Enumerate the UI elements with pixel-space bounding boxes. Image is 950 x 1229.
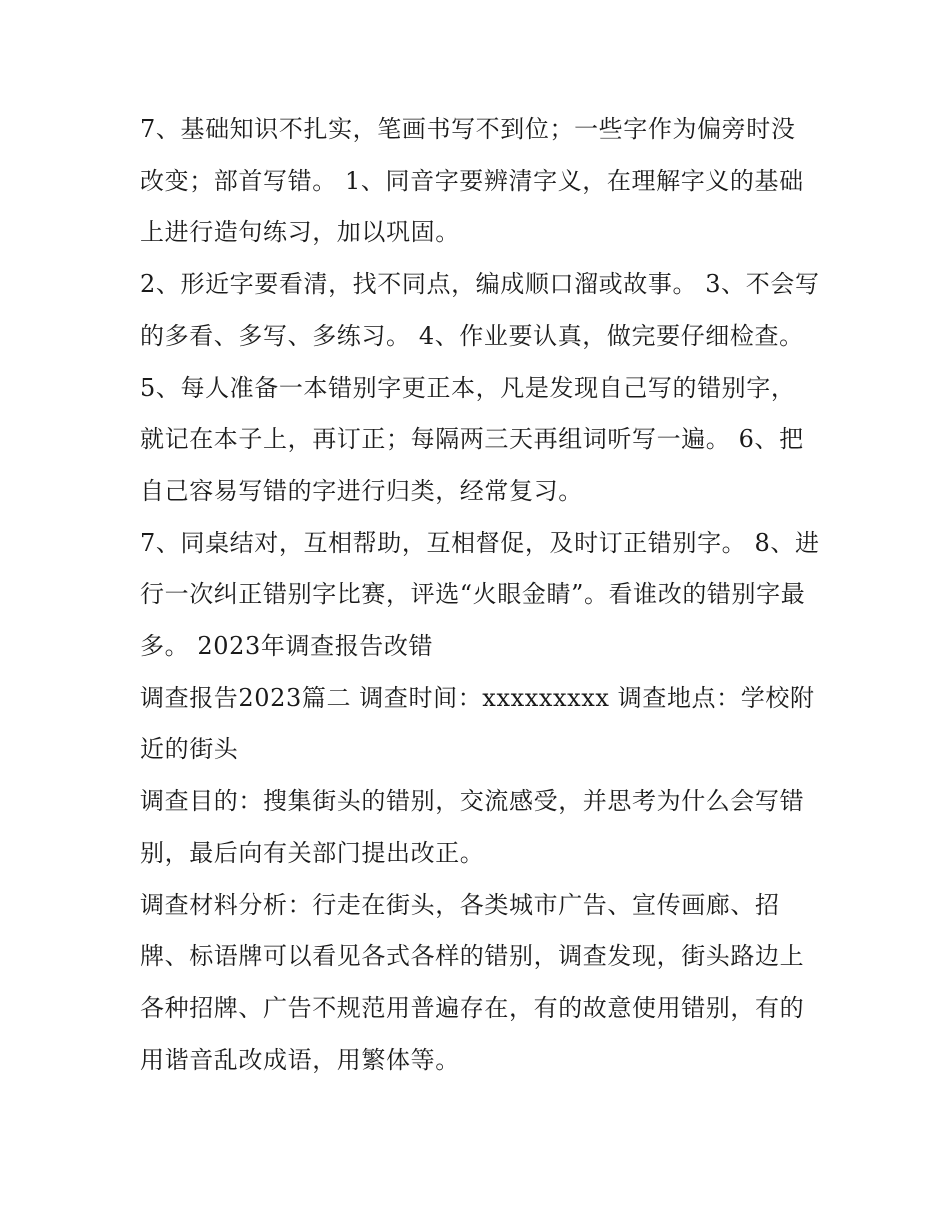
paragraph: 7、基础知识不扎实，笔画书写不到位；一些字作为偏旁时没改变；部首写错。 1、同音字要辨清字义，在理解字义的基础上进行造句练习，加以巩固。 <box>140 115 804 247</box>
paragraph: 2、形近字要看清，找不同点，编成顺口溜或故事。 3、不会写的多看、多写、多练习。 4、作业要认真，做完要仔细检查。 <box>140 270 820 350</box>
paragraph: 5、每人准备一本错别字更正本，凡是发现自己写的错别字，就记在本子上，再订正；每隔两三天再组词听写一遍。 6、把自己容易写错的字进行归类，经常复习。 <box>140 373 804 505</box>
paragraph: 调查目的：搜集街头的错别，交流感受，并思考为什么会写错别，最后向有关部门提出改正。 <box>140 787 805 867</box>
document-body <box>140 104 820 1086</box>
paragraph: 调查报告2023篇二 调查时间：xxxxxxxxx 调查地点：学校附近的街头 <box>140 683 815 764</box>
paragraph: 7、同桌结对，互相帮助，互相督促，及时订正错别字。 8、进行一次纠正错别字比赛，评选“火眼金睛”。看谁改的错别字最多。 2023年调查报告改错 <box>140 528 820 661</box>
paragraph: 调查材料分析：行走在街头，各类城市广告、宣传画廊、招牌、标语牌可以看见各式各样的错别，调查发现，街头路边上各种招牌、广告不规范用普遍存在，有的故意使用错别，有的用谐音乱改成语，用繁体等。 <box>140 890 805 1074</box>
